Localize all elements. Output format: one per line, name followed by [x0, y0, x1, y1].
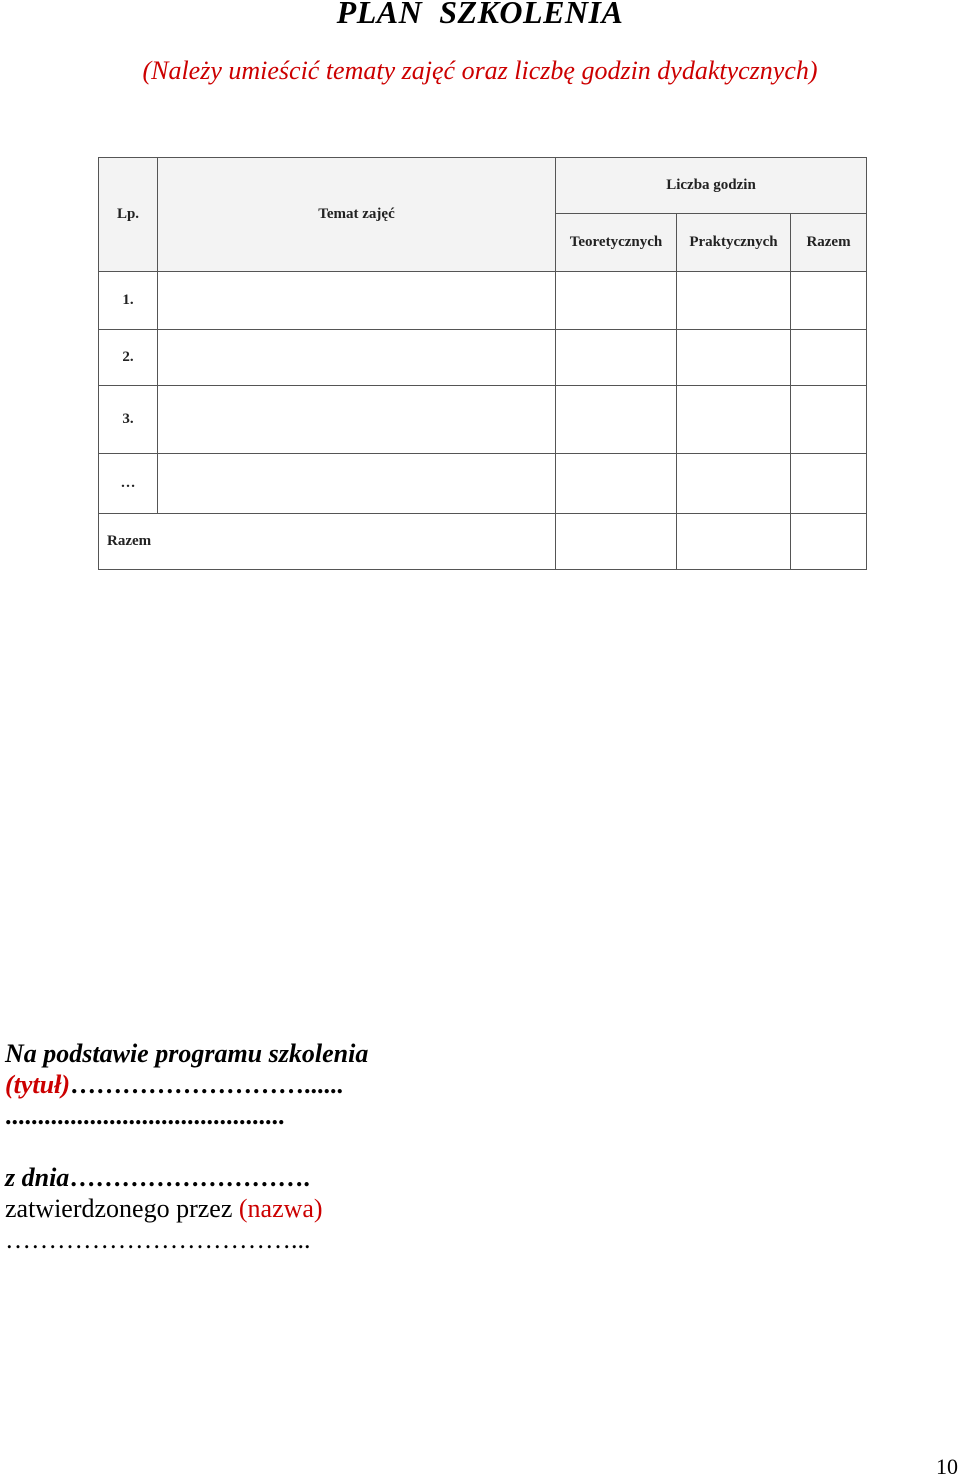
program-basis-text: Na podstawie programu szkolenia [5, 1039, 369, 1068]
row-topic-cell[interactable] [158, 272, 556, 330]
row-theoretical-cell[interactable] [556, 272, 677, 330]
header-total: Razem [791, 214, 867, 272]
approval-footer [5, 1038, 705, 1255]
training-plan-table [98, 157, 867, 570]
total-theoretical-cell[interactable] [556, 514, 677, 570]
header-theoretical: Teoretycznych [556, 214, 677, 272]
table-total-row [99, 514, 867, 570]
table-row [99, 386, 867, 454]
row-total-cell[interactable] [791, 454, 867, 514]
table-row [99, 330, 867, 386]
total-total-cell[interactable] [791, 514, 867, 570]
row-topic-cell[interactable] [158, 454, 556, 514]
date-label: z dnia [5, 1163, 70, 1192]
table-row [99, 272, 867, 330]
page-number: 10 [936, 1454, 958, 1479]
row-theoretical-cell[interactable] [556, 386, 677, 454]
title-continuation-dots[interactable]: ........................................... [5, 1101, 285, 1130]
row-lp: 3. [99, 386, 158, 454]
row-practical-cell[interactable] [677, 454, 791, 514]
header-practical: Praktycznych [677, 214, 791, 272]
name-label: (nazwa) [238, 1194, 323, 1223]
header-lp: Lp. [99, 158, 158, 272]
row-total-cell[interactable] [791, 386, 867, 454]
row-theoretical-cell[interactable] [556, 454, 677, 514]
approved-text: zatwierdzonego przez [5, 1194, 233, 1223]
row-topic-cell[interactable] [158, 386, 556, 454]
total-practical-cell[interactable] [677, 514, 791, 570]
row-total-cell[interactable] [791, 272, 867, 330]
approved-by-line [5, 1193, 705, 1224]
table-row [99, 454, 867, 514]
header-hours-group: Liczba godzin [556, 158, 867, 214]
row-practical-cell[interactable] [677, 272, 791, 330]
program-title-line [5, 1069, 705, 1100]
row-lp: 1. [99, 272, 158, 330]
row-practical-cell[interactable] [677, 330, 791, 386]
date-line [5, 1162, 705, 1193]
row-practical-cell[interactable] [677, 386, 791, 454]
title-dots[interactable]: ………………………...... [70, 1070, 343, 1099]
date-dots[interactable]: ………………………. [69, 1163, 310, 1192]
title-label: (tytuł) [5, 1070, 70, 1099]
table-header-row [99, 158, 867, 214]
header-topic: Temat zajęć [158, 158, 556, 272]
row-lp: 2. [99, 330, 158, 386]
page-subtitle: (Należy umieścić tematy zajęć oraz liczbę godzin dydaktycznych) [142, 56, 818, 85]
row-theoretical-cell[interactable] [556, 330, 677, 386]
total-label: Razem [99, 514, 556, 570]
row-total-cell[interactable] [791, 330, 867, 386]
name-dots[interactable]: ……………………………... [5, 1225, 311, 1254]
row-lp: … [99, 454, 158, 514]
row-topic-cell[interactable] [158, 330, 556, 386]
page-title: PLAN SZKOLENIA [336, 0, 624, 30]
